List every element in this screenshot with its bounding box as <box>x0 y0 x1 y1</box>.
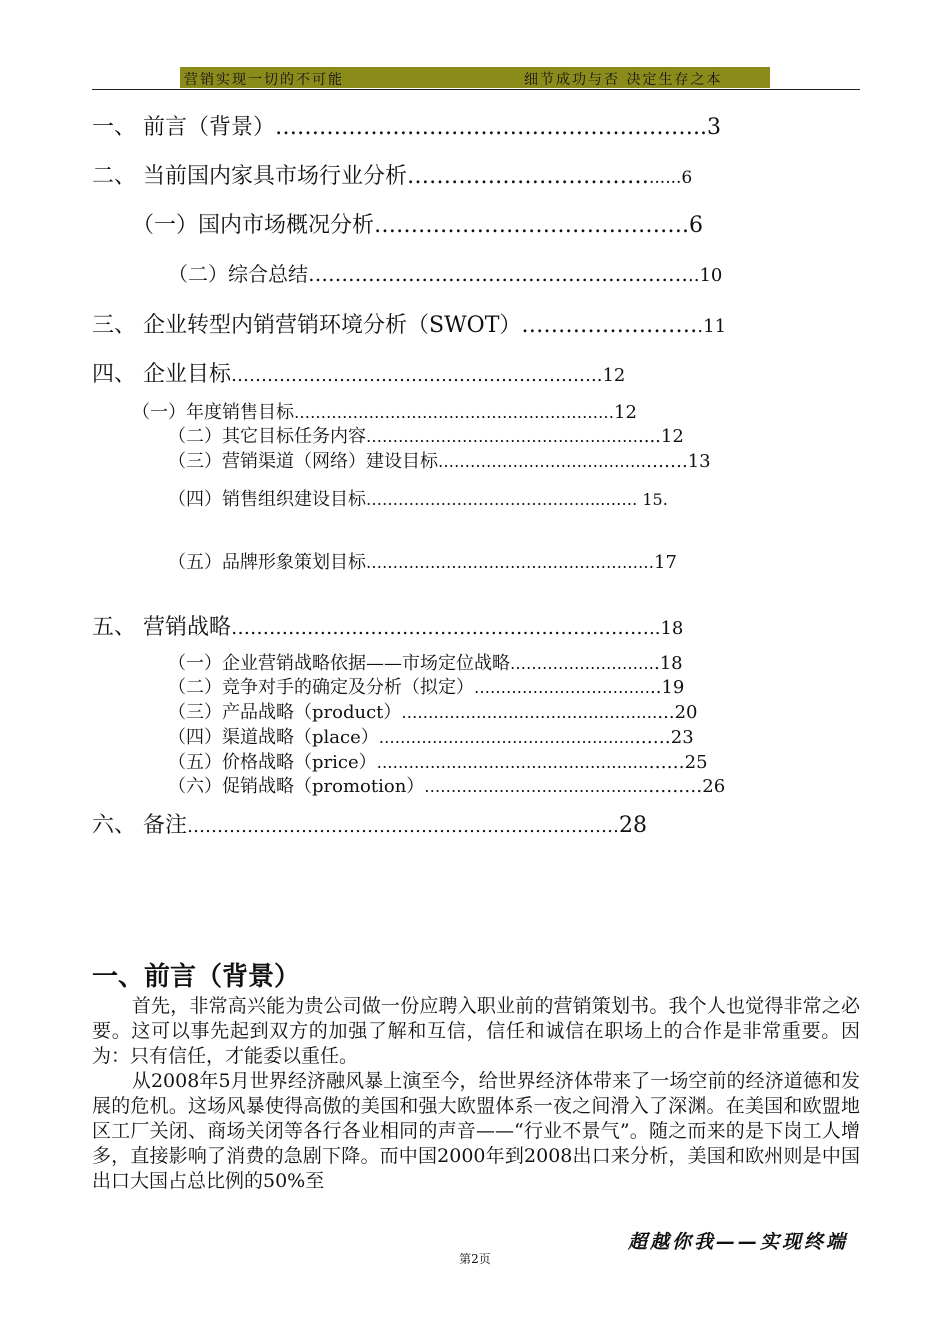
toc-page: ..……. 15. <box>590 490 668 509</box>
toc-leader: ………………………………………… <box>401 703 658 722</box>
toc-label: （一）国内市场概况分析 <box>132 213 375 238</box>
paragraph: 从2008年5月世界经济融风暴上演至今，给世界经济体带来了一场空前的经济道德和发展的危机。这场风暴使得高傲的美国和强大欧盟体系一夜之间滑入了深渊。在美国和欧盟地区工厂关闭、商场关闭等各行各业相同的声音——“行业不景气”。随之而来的是下岗工人增多，直接影响了消费的急剧下降。而中国2000年到2008出口来分析，美国和欧州则是中国出口大国占总比例的50%至 <box>92 1070 860 1192</box>
toc-page: …….13 <box>646 451 711 472</box>
toc-leader: ………………………………………………… <box>308 262 688 286</box>
toc-label: 三、 企业转型内销营销环境分析（SWOT） <box>92 313 522 338</box>
footer-slogan: 超越你我——实现终端 <box>628 1231 849 1253</box>
toc-leader: …………………………………………… <box>366 427 638 446</box>
toc-entry[interactable] <box>168 748 708 774</box>
toc-page: ...20 <box>657 702 698 723</box>
toc-page: ……23 <box>634 727 694 748</box>
toc-leader: ……………………………………………………………… <box>187 816 619 837</box>
toc-label: （六）促销战略（promotion） <box>168 776 425 797</box>
toc-label: 一、 前言（背景） <box>92 115 275 140</box>
toc-entry[interactable] <box>168 772 725 798</box>
toc-page: ……25 <box>648 752 708 773</box>
toc-label: （三）营销渠道（网络）建设目标 <box>168 451 438 472</box>
toc-page: ..12 <box>591 365 626 386</box>
toc-leader: ………………………………………………… <box>275 115 693 140</box>
toc-leader: …………………………………… <box>374 213 683 238</box>
toc-entry[interactable] <box>92 808 647 839</box>
toc-entry[interactable] <box>92 110 721 141</box>
toc-entry[interactable] <box>168 422 684 448</box>
toc-label: 六、 备注 <box>92 813 187 838</box>
toc-entry[interactable] <box>168 258 722 287</box>
header-divider <box>92 89 860 90</box>
toc-entry[interactable] <box>168 548 677 574</box>
toc-label: （三）产品战略（product） <box>168 702 402 723</box>
toc-leader: …………………………………………… <box>376 753 649 772</box>
toc-leader: ……………………… <box>510 654 654 673</box>
toc-label: （五）价格战略（price） <box>168 752 377 773</box>
toc-entry[interactable] <box>168 673 684 699</box>
page-number: 第2页 <box>459 1252 491 1266</box>
toc-leader: …………………… <box>521 313 698 338</box>
body-text <box>92 994 860 1194</box>
toc-entry[interactable] <box>92 308 726 339</box>
paragraph: 首先，非常高兴能为贵公司做一份应聘入职业前的营销策划书。我个人也觉得非常之必要。这可以事先起到双方的加强了解和互信，信任和诚信在职场上的合作是非常重要。因为：只有信任，才能委以重任。 <box>92 995 860 1067</box>
section-heading: 一、前言（背景） <box>92 962 301 992</box>
toc-page: 28 <box>619 813 647 838</box>
toc-label: 五、 营销战略 <box>92 615 231 640</box>
toc-leader: ………………………………………… <box>378 728 635 747</box>
toc-leader: …………………………………… <box>366 490 590 509</box>
toc-page: 12 <box>614 402 637 423</box>
toc-entry[interactable] <box>92 159 692 190</box>
toc-page: 17 <box>654 552 677 573</box>
toc-page: .18 <box>654 653 683 674</box>
toc-page: .11 <box>697 316 727 337</box>
toc-leader: ……………………………………………… <box>366 553 654 572</box>
toc-label: （一）企业营销战略依据——市场定位战略 <box>168 653 510 674</box>
toc-entry[interactable] <box>168 447 711 473</box>
toc-page: ..3 <box>693 115 721 140</box>
toc-entry[interactable] <box>92 357 625 388</box>
toc-label: （五）品牌形象策划目标 <box>168 552 366 573</box>
toc-leader: ………………………………………………………… <box>231 617 649 639</box>
toc-entry[interactable] <box>168 723 694 749</box>
toc-entry[interactable] <box>168 649 683 675</box>
header-left-slogan: 营销实现一切的不可能 <box>184 72 344 88</box>
toc-label: （四）销售组织建设目标 <box>168 489 366 510</box>
toc-page: ..10 <box>688 265 723 286</box>
toc-page: ....12 <box>638 426 684 447</box>
toc-label: （二）其它目标任务内容 <box>168 426 366 447</box>
toc-page: ..18 <box>649 618 684 639</box>
toc-label: 四、 企业目标 <box>92 362 231 387</box>
toc-label: 二、 当前国内家具市场行业分析 <box>92 164 407 189</box>
header-right-slogan: 细节成功与否 决定生存之本 <box>524 72 723 88</box>
toc-leader: …………………………… <box>474 678 650 697</box>
toc-entry[interactable] <box>168 485 668 511</box>
toc-page: .6 <box>682 213 704 238</box>
toc-page: ......6 <box>649 168 693 188</box>
toc-entry[interactable] <box>132 208 703 239</box>
toc-leader: …………………………………………………… <box>294 403 614 422</box>
toc-leader: …………………………………… <box>424 777 649 796</box>
toc-leader: ………………………………… <box>438 452 646 471</box>
toc-page: ..19 <box>650 677 685 698</box>
toc-label: （四）渠道战略（place） <box>168 727 379 748</box>
toc-label: （二）竞争对手的确定及分析（拟定） <box>168 677 474 698</box>
toc-entry[interactable] <box>168 698 697 724</box>
toc-label: （一）年度销售目标 <box>132 402 294 423</box>
toc-page: ………26 <box>648 776 726 797</box>
toc-entry[interactable] <box>132 398 637 424</box>
toc-leader: …………………………… <box>407 164 649 189</box>
toc-leader: …………………………………………………… <box>231 365 591 386</box>
toc-label: （二）综合总结 <box>168 262 308 286</box>
toc-entry[interactable] <box>92 610 683 641</box>
